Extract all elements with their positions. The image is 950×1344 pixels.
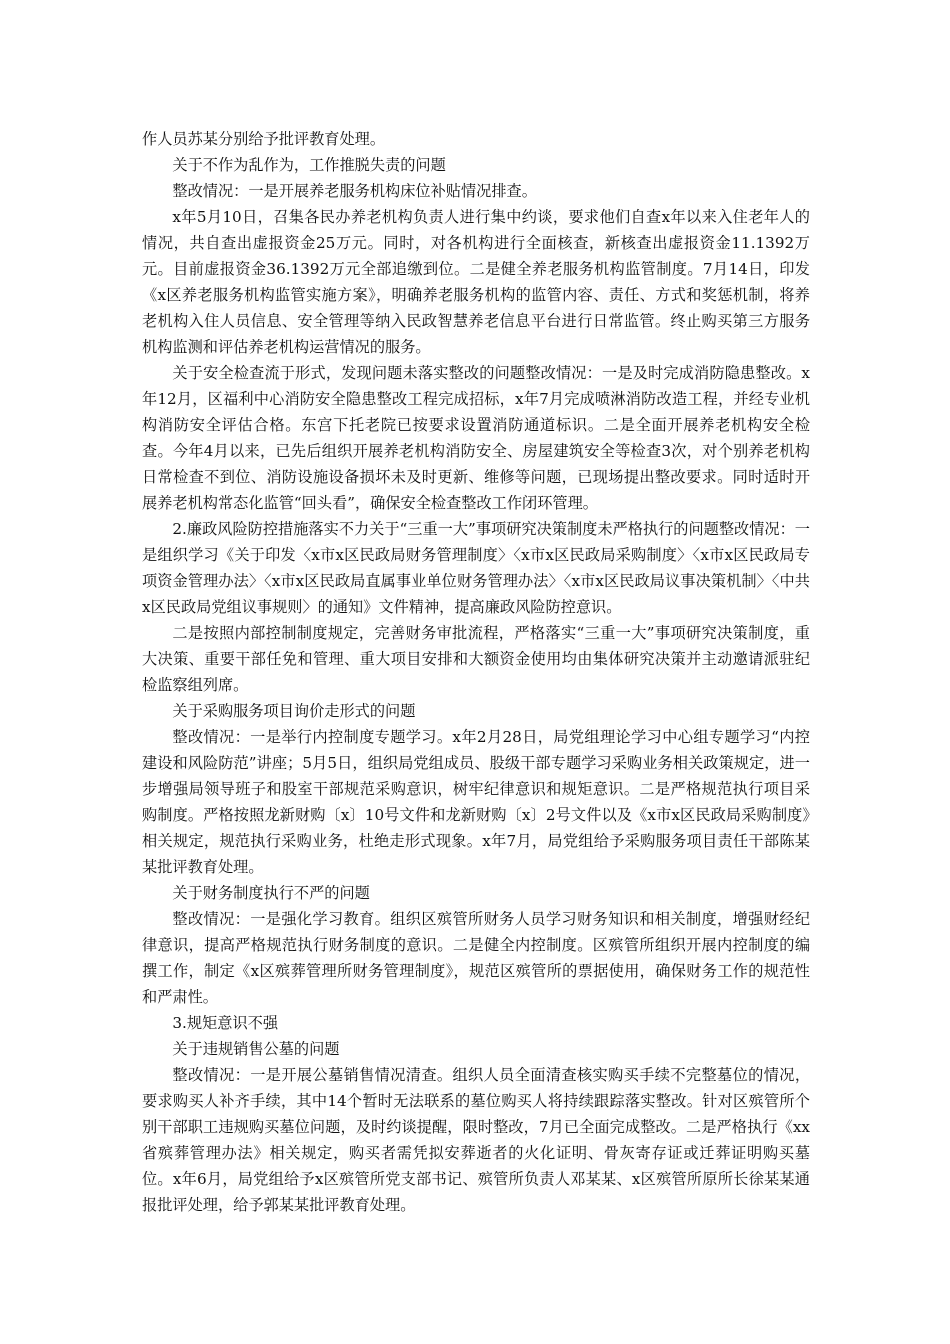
section-heading-procurement: 关于采购服务项目询价走形式的问题 [172, 702, 416, 720]
paragraph-7: 二是按照内部控制制度规定，完善财务审批流程，严格落实“三重一大”事项研究决策制度，重大决策、重要干部任免和管理、重大项目安排和大额资金使用均由集体研究决策并主动邀请派驻纪检监察组列席。 [142, 624, 810, 694]
paragraph-14: 整改情况：一是开展公墓销售情况清查。组织人员全面清查核实购买手续不完整墓位的情况，要求购买人补齐手续，其中14个暂时无法联系的墓位购买人将持续跟踪落实整改。针对区殡管所个别干部职工违规购买墓位问题，及时约谈提醒，限时整改，7月已全面完成整改。二是严格执行《xx省殡葬管理办法》相关规定，购买者需凭拟安葬逝者的火化证明、骨灰寄存证或迁葬证明购买墓位。x年6月，局党组给予x区殡管所党支部书记、殡管所负责人邓某某、x区殡管所原所长徐某某通报批评处理，给予郭某某批评教育处理。 [142, 1066, 810, 1214]
paragraph-5: 关于安全检查流于形式，发现问题未落实整改的问题整改情况：一是及时完成消防隐患整改。x年12月，区福利中心消防安全隐患整改工程完成招标，x年7月完成喷淋消防改造工程，并经专业机构消防安全评估合格。东宫下托老院已按要求设置消防通道标识。二是全面开展养老机构安全检查。今年4月以来，已先后组织开展养老机构消防安全、房屋建筑安全等检查3次，对个别养老机构日常检查不到位、消防设施设备损坏未及时更新、维修等问题，已现场提出整改要求。同时适时开展养老机构常态化监管“回头看”，确保安全检查整改工作闭环管理。 [142, 364, 810, 512]
paragraph-3: 整改情况：一是开展养老服务机构床位补贴情况排查。 [172, 182, 537, 200]
section-heading-rules: 3.规矩意识不强 [172, 1014, 279, 1032]
paragraph-6: 2.廉政风险防控措施落实不力关于“三重一大”事项研究决策制度未严格执行的问题整改情况：一是组织学习《关于印发〈x市x区民政局财务管理制度〉〈x市x区民政局采购制度〉〈x市x区民政局专项资金管理办法〉〈x市x区民政局直属事业单位财务管理办法〉〈x市x区民政局议事决策机制〉〈中共x区民政局党组议事规则〉的通知》文件精神，提高廉政风险防控意识。 [142, 520, 810, 616]
section-heading-cemetery: 关于违规销售公墓的问题 [172, 1040, 340, 1058]
document-page [142, 126, 810, 1218]
section-heading-inaction: 关于不作为乱作为，工作推脱失责的问题 [172, 156, 446, 174]
paragraph-1: 作人员苏某分别给予批评教育处理。 [142, 130, 385, 148]
paragraph-9: 整改情况：一是举行内控制度专题学习。x年2月28日，局党组理论学习中心组专题学习“内控建设和风险防范”讲座；5月5日，组织局党组成员、股级干部专题学习采购业务相关政策规定，进一步增强局领导班子和股室干部规范采购意识，树牢纪律意识和规矩意识。二是严格规范执行项目采购制度。严格按照龙新财购〔x〕10号文件和龙新财购〔x〕2号文件以及《x市x区民政局采购制度》相关规定，规范执行采购业务，杜绝走形式现象。x年7月，局党组给予采购服务项目责任干部陈某某批评教育处理。 [142, 728, 810, 876]
paragraph-4: x年5月10日，召集各民办养老机构负责人进行集中约谈，要求他们自查x年以来入住老年人的情况，共自查出虚报资金25万元。同时，对各机构进行全面核查，新核查出虚报资金11.1392万元。目前虚报资金36.1392万元全部追缴到位。二是健全养老服务机构监管制度。7月14日，印发《x区养老服务机构监管实施方案》，明确养老服务机构的监管内容、责任、方式和奖惩机制，将养老机构入住人员信息、安全管理等纳入民政智慧养老信息平台进行日常监管。终止购买第三方服务机构监测和评估养老机构运营情况的服务。 [142, 208, 810, 356]
paragraph-11: 整改情况：一是强化学习教育。组织区殡管所财务人员学习财务知识和相关制度，增强财经纪律意识，提高严格规范执行财务制度的意识。二是健全内控制度。区殡管所组织开展内控制度的编撰工作，制定《x区殡葬管理所财务管理制度》，规范区殡管所的票据使用，确保财务工作的规范性和严肃性。 [142, 910, 810, 1006]
section-heading-finance: 关于财务制度执行不严的问题 [172, 884, 370, 902]
